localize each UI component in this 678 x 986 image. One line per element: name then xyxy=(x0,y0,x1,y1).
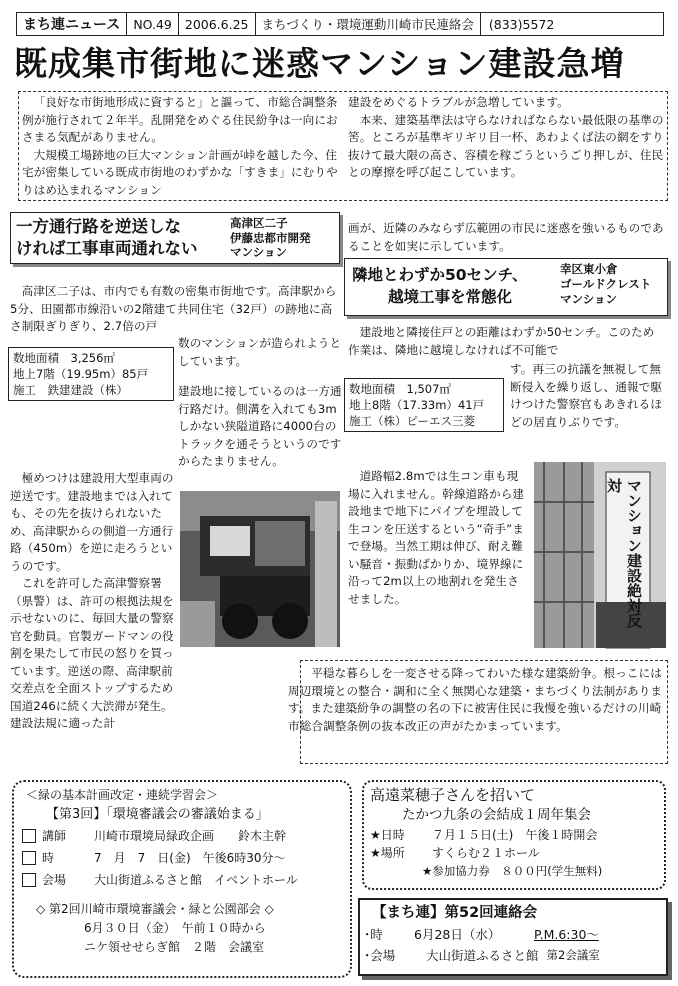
study-session-row xyxy=(22,849,346,868)
row-value: 大山街道ふるさと館 イベントホール xyxy=(94,873,298,887)
phone-number: (833)5572 xyxy=(488,16,555,32)
article2-fact-floors: 地上8階（17.33m）41戸 xyxy=(349,398,485,412)
row-label: 時 xyxy=(42,851,55,865)
intro-left-p1: 「良好な市街地形成に資すると」と謳って、市総合調整条例が施行されて２年半。乱開発をめぐる住民紛争は一向におさまる気配がありません。 xyxy=(22,95,338,144)
study-session-row xyxy=(22,827,346,846)
meeting-date-label: ･時 xyxy=(364,927,383,942)
subcommittee-place: ニケ領せせらぎ館 ２階 会議室 xyxy=(84,940,265,954)
article1-p1c: 建設地に接しているのは一方通行路だけ。側溝を入れても3mしかない狭隘道路に4000台のトラックを通そうというのですからたまりません。 xyxy=(178,384,342,468)
subcommittee-title: ◇ 第2回川崎市環境審議会・緑と公園部会 ◇ xyxy=(36,902,274,916)
masthead xyxy=(16,12,664,36)
article2-fact-area: 数地面積 1,507㎡ xyxy=(349,382,451,396)
conclusion-text: 平穏な暮らしを一変させる降ってわいた様な建築紛争。根っこには周辺環境との整合・調和に全く無関心な建築・まちづくり法制があります。また建築紛争の調整の名の下に被害住民に我慢を強いるだけの川崎市総合調整条例の抜本改正の声がたかまっています。 xyxy=(288,666,663,733)
article2-facts-box xyxy=(344,378,504,432)
intro-right-p2: 本来、建築基準法は守らなければならない最低限の基準の筈。ところが基準ギリギリ目一杯、あわよくば法の網をすり抜けて最大限の高さ、容積を稼ごうというごり押しが、住民との摩擦を呼び起こしています。 xyxy=(348,112,664,179)
article2-fact-builder: 施工（株）ピーエス三菱 xyxy=(349,414,476,428)
newsletter-name: まち連ニュース xyxy=(17,13,127,35)
intro-left xyxy=(22,94,340,199)
meeting-place-row xyxy=(364,945,664,966)
article1-title xyxy=(16,216,226,260)
study-session-content xyxy=(22,786,346,957)
subcommittee-date: 6月３０日（金） 午前１０時から xyxy=(84,921,266,935)
place-value: すくらむ２１ホール xyxy=(432,846,540,860)
meeting-place-value: 大山街道ふるさと館 xyxy=(426,948,539,963)
row-label: 会場 xyxy=(42,873,67,887)
protest-sign-photo xyxy=(534,462,666,648)
meeting-title: 【まち連】第52回連絡会 xyxy=(372,905,538,921)
meeting-content xyxy=(364,902,664,966)
construction-vehicle-photo xyxy=(180,491,340,647)
article1-body-top xyxy=(10,283,342,336)
protest-sign-text: マンション建設絶対反対 xyxy=(605,478,643,628)
anniversary-place-row xyxy=(370,844,662,862)
article1-fact-builder: 施工 鉄建建設（株） xyxy=(13,383,128,397)
article2-subtitle: 幸区東小倉 ゴールドクレスト マンション xyxy=(560,262,652,306)
issue-date: 2006.6.25 xyxy=(179,13,256,35)
intro-right-p1: 建設をめぐるトラブルが急増しています。 xyxy=(348,95,569,109)
intro-right xyxy=(348,94,664,182)
article1-body-p2 xyxy=(10,470,178,730)
article1-p2: 極めつけは建設用大型車両の逆送です。建設地までは入れても、その先を抜けられないため、高津駅からの側道一方通行路（450m）を逆に走ろうというのです。 xyxy=(10,471,174,573)
checkbox-icon xyxy=(22,829,36,843)
anniversary-subtitle: たかつ九条の会結成１周年集会 xyxy=(402,807,591,823)
meeting-date-row xyxy=(364,924,664,945)
protest-sign-image xyxy=(534,462,666,648)
article1-fact-area: 数地面積 3,256㎡ xyxy=(13,351,115,365)
study-session-row xyxy=(22,871,346,890)
meeting-time-value: P.M.6:30～ xyxy=(534,927,599,942)
article2-p1b: す。再三の抗議を無視して無断侵入を繰り返し、通報で駆けつけた警察官もあきれるほどの居直りぶりです。 xyxy=(510,362,663,429)
anniversary-content xyxy=(370,784,662,880)
study-session-heading: ＜緑の基本計画改定・連続学習会＞ xyxy=(26,788,219,802)
article2-lead: 画が、近隣のみならず広範囲の市民に迷惑を強いるものであることを如実に示しています。 xyxy=(348,221,664,253)
article2-body-p2 xyxy=(348,468,530,608)
article1-p1b: 数のマンションが造られようとしています。 xyxy=(178,336,342,368)
place-label: ★場所 xyxy=(370,846,405,860)
anniversary-title: 高遠菜穂子さんを招いて xyxy=(370,786,536,804)
article2-title-line1: 隣地とわずか50センチ、 xyxy=(352,266,528,284)
construction-vehicle-image xyxy=(180,491,340,647)
anniversary-date-row xyxy=(370,826,662,844)
date-label: ★日時 xyxy=(370,828,405,842)
article2-p1a: 建設地と隣接住戸との距離はわずか50センチ。このため作業は、隣地に越境しなければ不可能で xyxy=(348,325,655,357)
article2-title xyxy=(352,264,552,308)
date-value: ７月１５日(土) 午後１時開会 xyxy=(432,828,598,842)
row-label: 講師 xyxy=(42,829,67,843)
article1-title-line2: ければ工事車両通れない xyxy=(16,239,198,258)
article2-title-line2: 越境工事を常態化 xyxy=(388,288,513,306)
article1-title-line1: 一方通行路を逆送しな xyxy=(16,217,181,236)
article2-p2: 道路幅2.8mでは生コン車も現場に入れません。幹線道路から建設地まで地下にパイプを埋設して生コンを圧送するという“奇手”まで登場。当然工期は伸び、耐え難い騒音・振動ばかりか、境界線に沿って2m以上の地割れを発生させました。 xyxy=(348,469,525,606)
study-session-title: 【第3回】「環境審議会の審議始まる」 xyxy=(46,807,269,822)
row-value: 川崎市環境局緑政企画 鈴木主幹 xyxy=(94,829,287,843)
row-value: 7 月 7 日(金) 午後6時30分～ xyxy=(94,851,286,865)
checkbox-icon xyxy=(22,873,36,887)
article2-body-mid xyxy=(510,361,666,431)
article1-p1a: 高津区二子は、市内でも有数の密集市街地です。高津駅から5分、田園都市線沿いの2階建て共同住宅（32戸）の跡地に高さ制限ぎりぎり、2.7倍の戸 xyxy=(10,284,337,333)
meeting-place-label: ･会場 xyxy=(364,948,396,963)
article1-p3: これを許可した高津警察署（県警）は、許可の根拠法規を示せないのに、毎回大量の警察官を動員。官製ガードマンの役割を果たして市民の怒りを買っています。逆送の際、高津駅前交差点を全面ストップするため国道246に続く大渋滞が発生。建設法規に適った計 xyxy=(10,576,174,730)
anniversary-fee: ★参加協力券 ８００円(学生無料) xyxy=(422,864,603,878)
intro-left-p2: 大規模工場跡地の巨大マンション計画が峠を越した今、住宅が密集している既成市街地のわずかな「すきま」にむりやりはめ込まれるマンション xyxy=(22,147,338,197)
article1-subtitle: 高津区二子 伊藤忠都市開発 マンション xyxy=(230,216,311,259)
article1-fact-floors: 地上7階（19.95m）85戸 xyxy=(13,367,149,381)
article1-body-mid xyxy=(178,335,342,370)
issue-number: NO.49 xyxy=(127,13,179,35)
meeting-room: 第2会議室 xyxy=(546,948,600,962)
article2-body-top xyxy=(348,324,664,359)
organization-name: まちづくり・環境運動川崎市民連絡会 xyxy=(256,13,481,35)
headline: 既成集市街地に迷惑マンション建設急増 xyxy=(14,44,625,83)
checkbox-icon xyxy=(22,851,36,865)
meeting-date-value: 6月28日（水） xyxy=(414,927,501,942)
article1-body-lower xyxy=(10,383,342,471)
